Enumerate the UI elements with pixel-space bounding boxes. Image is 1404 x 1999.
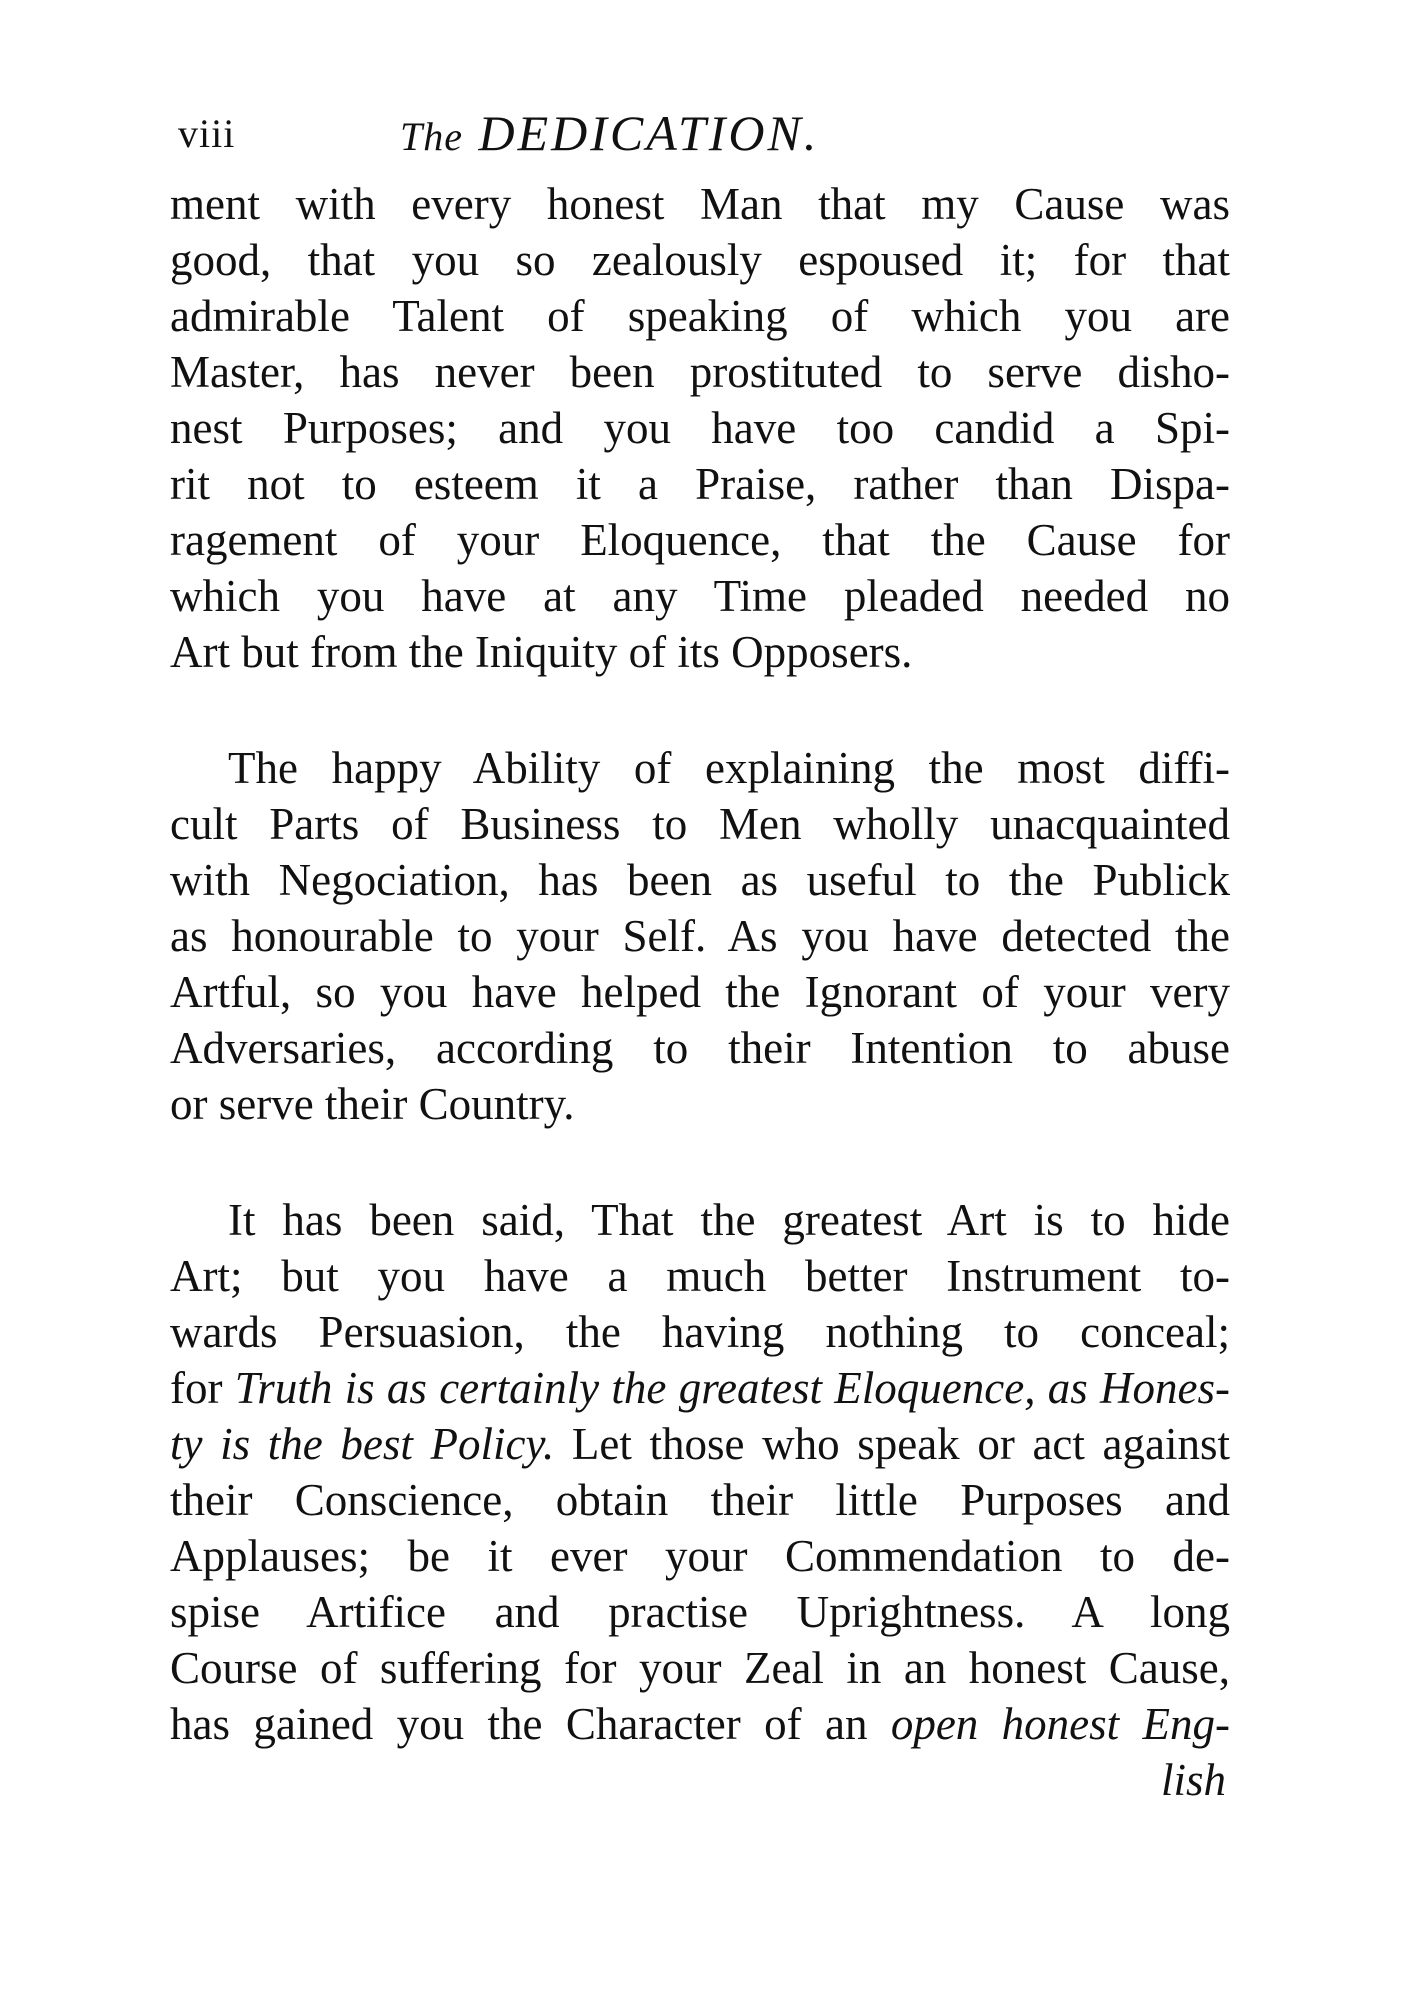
- paragraph: [170, 1192, 1230, 1752]
- text-line: admirable Talent of speaking of which you are: [170, 291, 1230, 341]
- text-line: spise Artifice and practise Uprightness. A long: [170, 1587, 1230, 1637]
- text-line: Art; but you have a much better Instrument to-: [170, 1251, 1230, 1301]
- text-line: or serve their Country.: [170, 1079, 575, 1129]
- text-line: good, that you so zealously espoused it; for that: [170, 235, 1230, 285]
- page-number: viii: [178, 111, 236, 156]
- running-title-prefix: The: [400, 114, 463, 159]
- text-line: Applauses; be it ever your Commendation to de-: [170, 1531, 1230, 1581]
- text-line: with Negociation, has been as useful to the Publick: [170, 855, 1230, 905]
- text-line: [170, 1360, 1230, 1416]
- text-line: which you have at any Time pleaded needed no: [170, 571, 1230, 621]
- text-line: Art but from the Iniquity of its Opposers.: [170, 627, 913, 677]
- text-line: Master, has never been prostituted to serve disho-: [170, 347, 1230, 397]
- text-line: cult Parts of Business to Men wholly unacquainted: [170, 799, 1230, 849]
- text-line: It has been said, That the greatest Art is to hide: [228, 1195, 1230, 1245]
- text-line: ment with every honest Man that my Cause was: [170, 179, 1230, 229]
- text-line: Artful, so you have helped the Ignorant of your very: [170, 967, 1230, 1017]
- text-line: Adversaries, according to their Intention to abuse: [170, 1023, 1230, 1073]
- text-line: rit not to esteem it a Praise, rather than Dispa-: [170, 459, 1230, 509]
- text-line: [170, 1696, 1230, 1752]
- paragraph: [170, 740, 1230, 1132]
- running-title-main: DEDICATION.: [478, 105, 820, 161]
- text-line: as honourable to your Self. As you have detected the: [170, 911, 1230, 961]
- text-line: ragement of your Eloquence, that the Cause for: [170, 515, 1230, 565]
- running-head: [170, 96, 1230, 176]
- text-line: Course of suffering for your Zeal in an honest Cause,: [170, 1643, 1230, 1693]
- running-title: [400, 104, 819, 162]
- text-line: [170, 1416, 1230, 1472]
- paragraph: [170, 176, 1230, 680]
- text-segment: for: [170, 1363, 235, 1413]
- body-text: [170, 176, 1230, 1752]
- text-segment: has gained you the Character of an: [170, 1699, 891, 1749]
- text-line: their Conscience, obtain their little Purposes and: [170, 1475, 1230, 1525]
- italic-phrase: open honest Eng-: [890, 1699, 1230, 1749]
- italic-phrase: Truth is as certainly the greatest Eloquence, as Hones-: [234, 1363, 1230, 1413]
- text-line: nest Purposes; and you have too candid a Spi-: [170, 403, 1230, 453]
- text-segment: Let those who speak or act against: [554, 1419, 1230, 1469]
- catchword: lish: [1160, 1755, 1226, 1805]
- book-page: [170, 96, 1230, 1808]
- text-line: The happy Ability of explaining the most diffi-: [228, 743, 1230, 793]
- text-line: wards Persuasion, the having nothing to conceal;: [170, 1307, 1230, 1357]
- italic-phrase: ty is the best Policy.: [170, 1419, 555, 1469]
